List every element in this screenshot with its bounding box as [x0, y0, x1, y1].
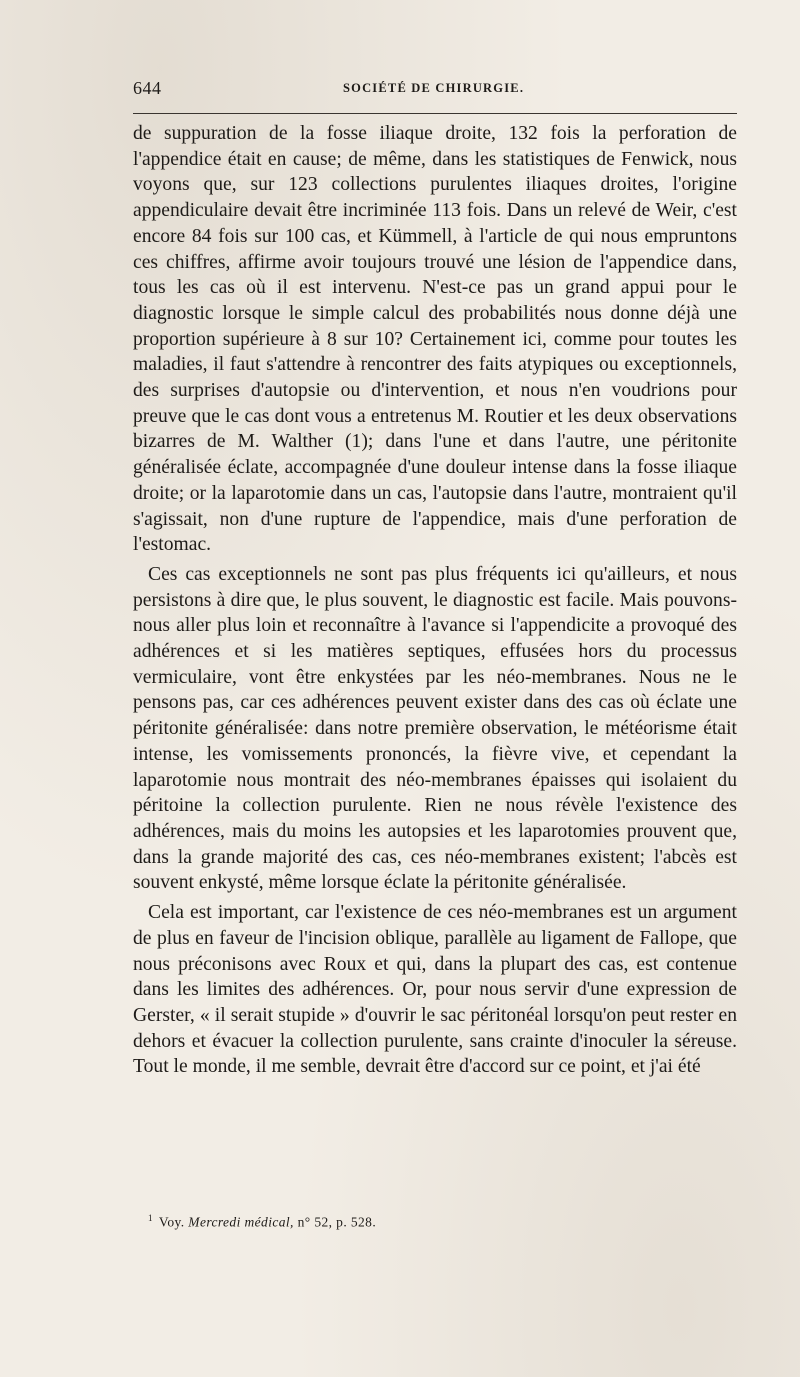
running-title: SOCIÉTÉ DE CHIRURGIE.	[343, 81, 525, 95]
footnote-prefix: Voy.	[158, 1214, 185, 1230]
paragraph-continuation: de suppuration de la fosse iliaque droite, 132 fois la perforation de l'appendice était en cause; de même, dans les statistiques de Fenwick, nous voyons que, sur 123 collections purulentes iliaques droites, l'origine appendiculaire devait être incriminée 113 fois. Dans un relevé de Weir, c'est encore 84 fois sur 100 cas, et Kümmell, à l'article de qui nous empruntons ces chiffres, affirme avoir toujours trouvé une lésion de l'appendice dans, tous les cas où il est intervenu. N'est-ce pas un grand appui pour le diagnostic lorsque le simple calcul des probabilités nous donne déjà une proportion supérieure à 8 sur 10? Certainement ici, comme pour toutes les maladies, il faut s'attendre à rencontrer des faits atypiques ou exceptionnels, des surprises d'autopsie ou d'intervention, et nous n'en voudrions pour preuve que le cas dont vous a entretenus M. Routier et les deux observations bizarres de M. Walther (1); dans l'une et dans l'autre, une péritonite généralisée éclate, accompagnée d'une douleur intense dans la fosse iliaque droite; or la laparotomie dans un cas, l'autopsie dans l'autre, montraient qu'il s'agissait, non d'une rupture de l'appendice, mais d'une perforation de l'estomac.	[133, 123, 737, 556]
page-header	[133, 78, 736, 104]
paragraph: Cela est important, car l'existence de ces néo-membranes est un argument de plus en faveur de l'incision oblique, parallèle au ligament de Fallope, que nous préconisons avec Roux et qui, dans la plupart des cas, est contenue dans les limites des adhérences. Or, pour nous servir d'une expression de Gerster, « il serait stupide » d'ouvrir le sac péritonéal lorsqu'on peut rester en dehors et évacuer la collection purulente, sans crainte d'inoculer la séreuse. Tout le monde, il me semble, devrait être d'accord sur ce point, et j'ai été	[133, 902, 737, 1078]
footnote	[148, 1213, 376, 1231]
header-rule	[133, 113, 737, 114]
footnote-journal: Mercredi médical,	[188, 1214, 294, 1230]
page-number: 644	[133, 78, 162, 98]
paragraph: Ces cas exceptionnels ne sont pas plus fréquents ici qu'ailleurs, et nous persistons à dire que, le plus souvent, le diagnostic est facile. Mais pouvons-nous aller plus loin et reconnaître à l'avance si l'appendicite a provoqué des adhérences et si les matières septiques, effusées hors du processus vermiculaire, vont être enkystées par les néo-membranes. Nous ne le pensons pas, car ces adhérences peuvent exister dans des cas où éclate une péritonite généralisée: dans notre première observation, le météorisme était intense, les vomissements prononcés, la fièvre vive, et cependant la laparotomie nous montrait des néo-membranes épaisses qui isolaient du péritoine la collection purulente. Rien ne nous révèle l'existence des adhérences, mais du moins les autopsies et les laparotomies prouvent que, dans la grande majorité des cas, ces néo-membranes existent; l'abcès est souvent enkysté, même lorsque éclate la péritonite généralisée.	[133, 563, 737, 894]
footnote-reference: n° 52, p. 528.	[297, 1214, 377, 1230]
footnote-mark: 1	[148, 1213, 153, 1223]
body-text	[133, 121, 737, 1080]
